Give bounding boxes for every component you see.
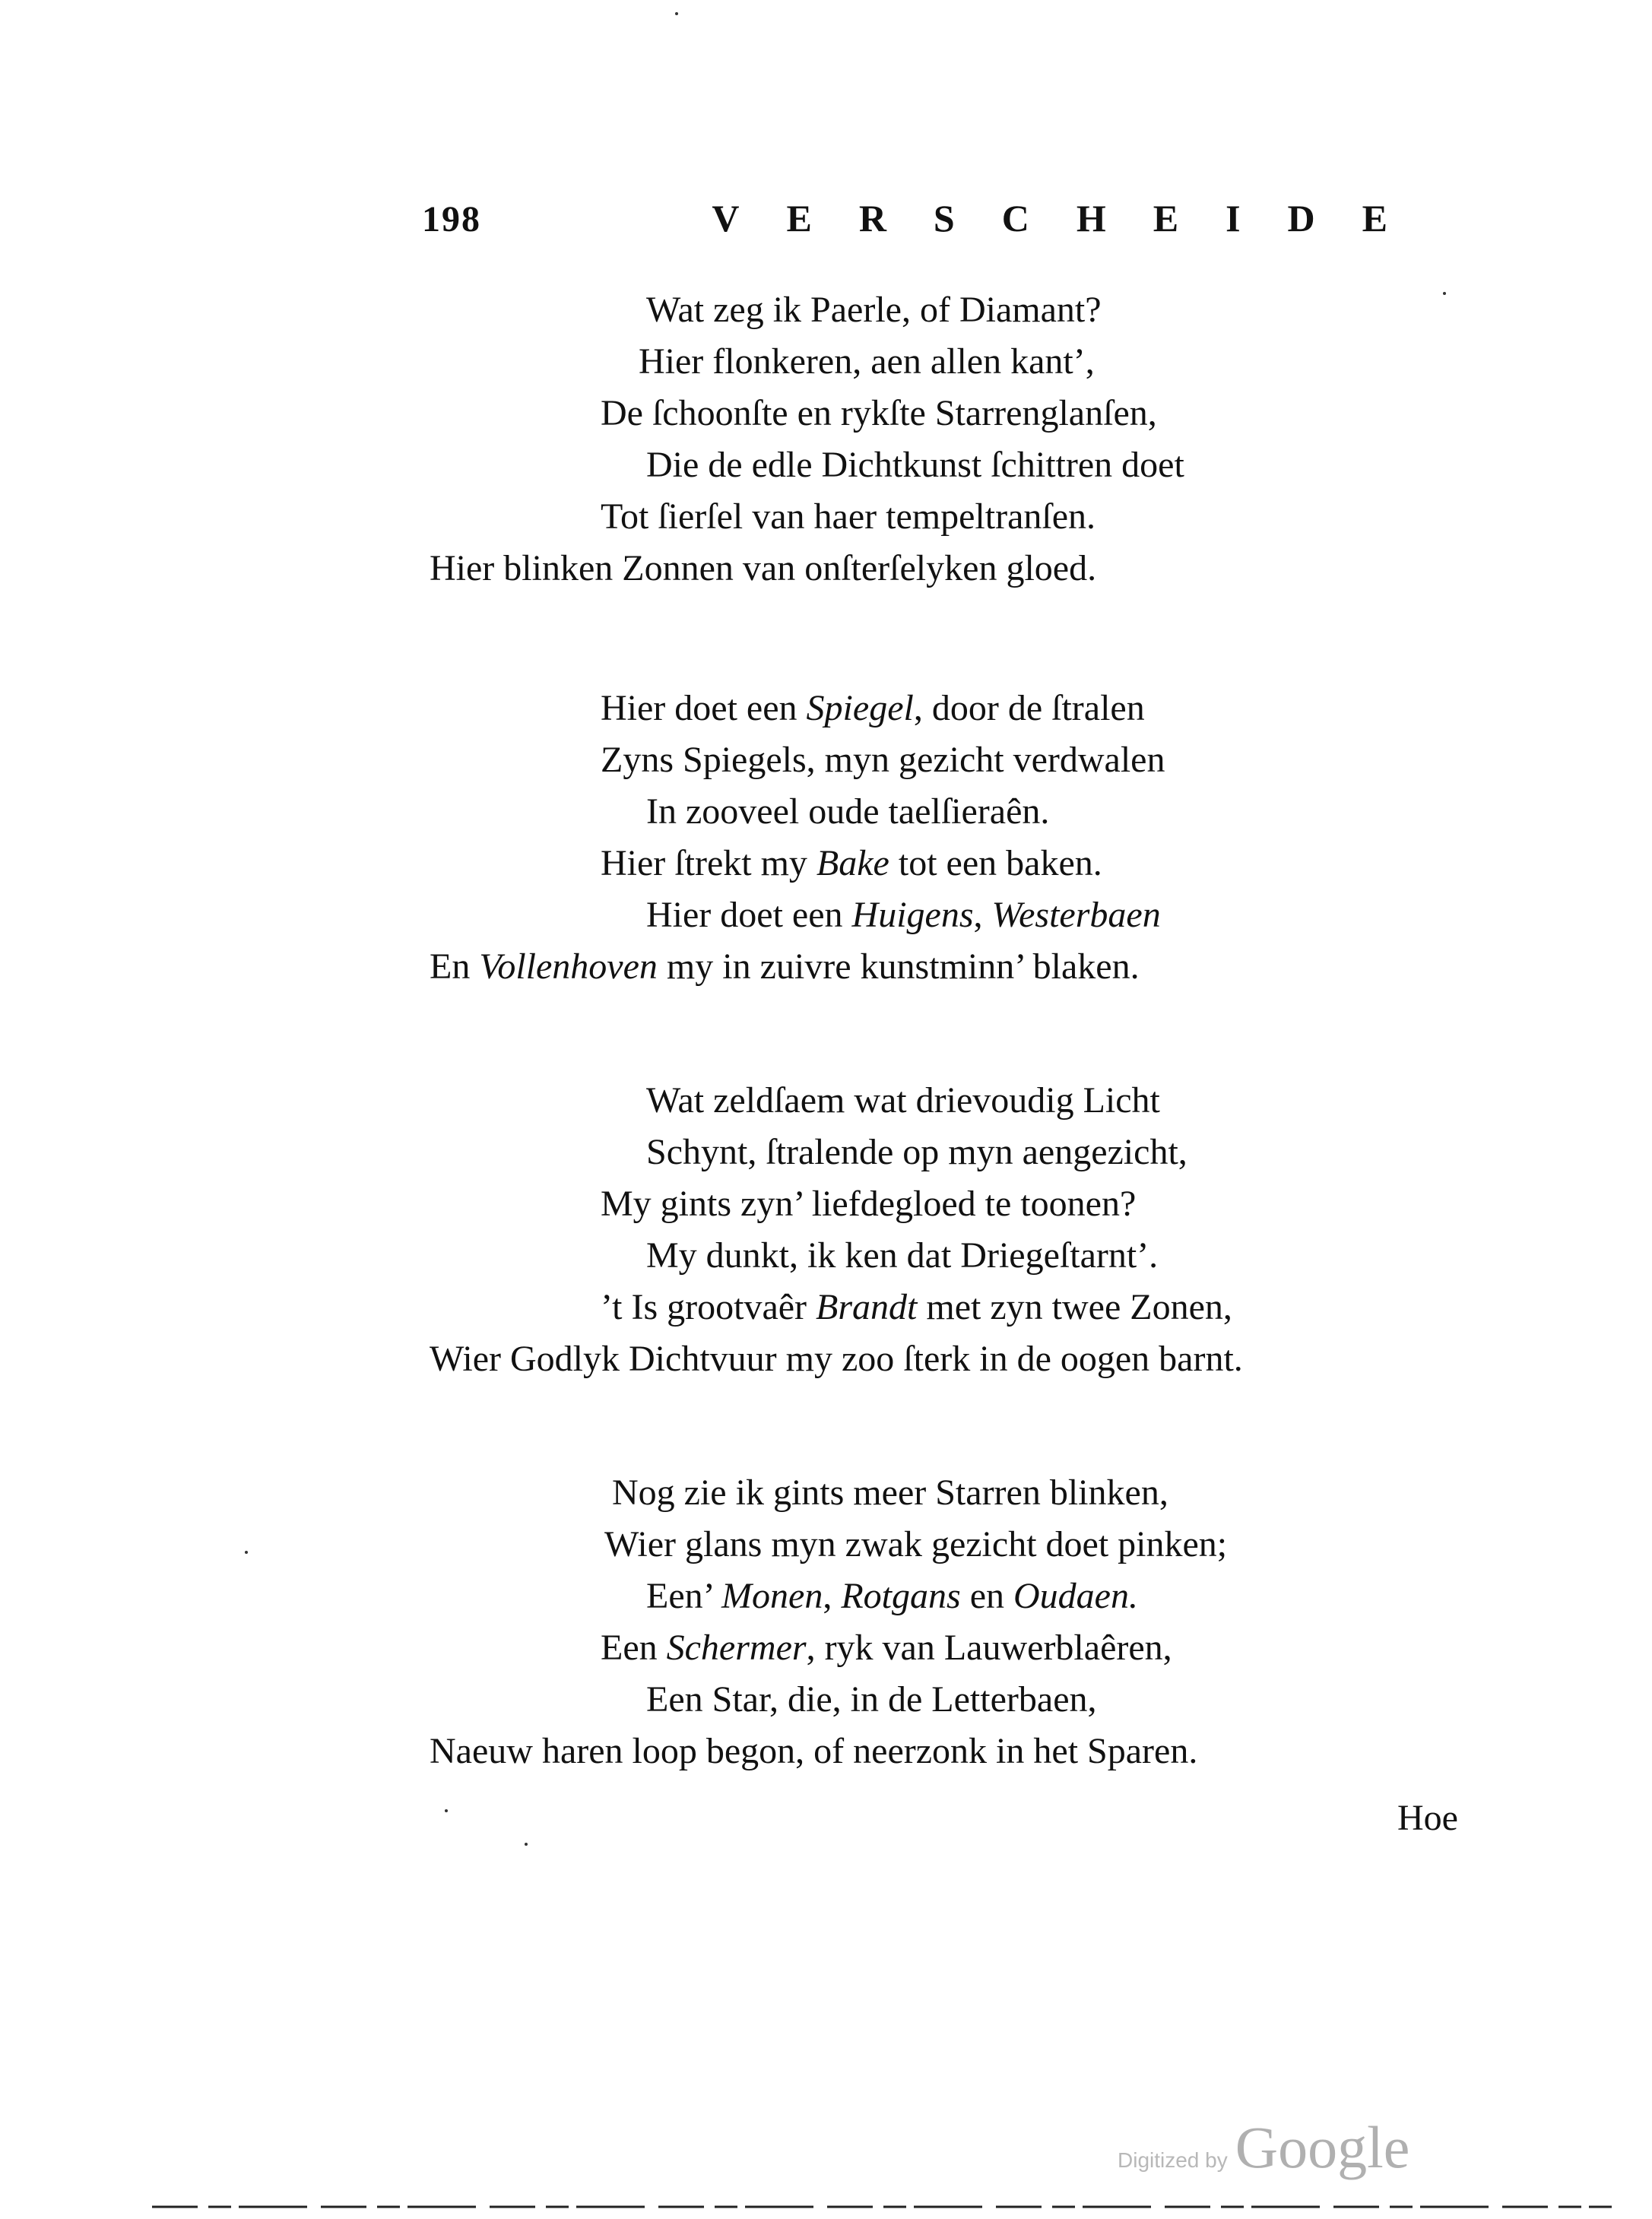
verse-text: met zyn twee Zonen, xyxy=(917,1287,1232,1327)
verse-line xyxy=(601,1181,1136,1227)
verse-text: , xyxy=(823,1576,842,1616)
verse-text: My gints zyn’ liefdegloed te toonen? xyxy=(601,1184,1137,1224)
italic-name: Bake xyxy=(816,843,889,883)
verse-line xyxy=(601,737,1165,783)
running-title: VERSCHEIDE xyxy=(712,197,1435,239)
verse-line xyxy=(646,1677,1097,1723)
ink-speck xyxy=(445,1809,448,1812)
italic-name: Schermer xyxy=(666,1628,807,1668)
verse-text: Wat zeg ik Paerle, of Diamant? xyxy=(646,290,1102,330)
verse-line xyxy=(646,789,1049,835)
verse-line xyxy=(639,339,1095,385)
verse-text: Wier Godlyk Dichtvuur my zoo ſterk in de oogen barnt. xyxy=(430,1339,1243,1379)
ink-speck xyxy=(245,1551,248,1554)
verse-line xyxy=(646,1233,1158,1279)
verse-text: tot een baken. xyxy=(889,843,1102,883)
verse-text: En xyxy=(430,946,480,987)
verse-line xyxy=(601,841,1102,886)
digitized-by-text: Digitized by xyxy=(1118,2148,1228,2172)
verse-line xyxy=(601,391,1157,436)
ink-speck xyxy=(675,12,678,15)
italic-name: Monen xyxy=(721,1576,823,1616)
verse-text: Hier flonkeren, aen allen kant’, xyxy=(639,341,1095,382)
italic-name: Vollenhoven xyxy=(479,946,658,987)
verse-line xyxy=(430,944,1140,990)
verse-text: , door de ſtralen xyxy=(913,688,1145,728)
verse-line xyxy=(601,494,1096,540)
verse-text: Hier blinken Zonnen van onſterſelyken gloed. xyxy=(430,548,1097,588)
verse-line xyxy=(604,1522,1227,1568)
verse-line xyxy=(646,1078,1160,1124)
verse-text: My dunkt, ik ken dat Driegeſtarnt’. xyxy=(646,1235,1159,1276)
verse-text: Nog zie ik gints meer Starren blinken, xyxy=(612,1472,1168,1513)
verse-line xyxy=(646,287,1102,333)
verse-line xyxy=(612,1470,1168,1516)
verse-text: Wier glans myn zwak gezicht doet pinken; xyxy=(604,1524,1228,1564)
verse-text: Een xyxy=(601,1628,667,1668)
verse-text: Hier doet een xyxy=(646,895,852,935)
italic-name: Brandt xyxy=(816,1287,918,1327)
verse-line xyxy=(646,892,1161,938)
verse-text: Hier ſtrekt my xyxy=(601,843,816,883)
verse-line xyxy=(646,1574,1138,1619)
catchword: Hoe xyxy=(1397,1798,1458,1838)
verse-text: my in zuivre kunstminn’ blaken. xyxy=(657,946,1140,987)
verse-line xyxy=(430,1336,1243,1382)
verse-line xyxy=(601,1285,1232,1330)
ink-speck xyxy=(525,1843,528,1846)
italic-name: Huigens xyxy=(851,895,974,935)
page-number: 198 xyxy=(422,199,481,239)
verse-text: Hier doet een xyxy=(601,688,807,728)
verse-text: Tot ſierſel van haer tempeltranſen. xyxy=(601,496,1096,537)
verse-line xyxy=(430,1729,1197,1774)
verse-text: , xyxy=(973,895,992,935)
verse-text: en xyxy=(960,1576,1013,1616)
italic-name: Westerbaen xyxy=(991,895,1161,935)
italic-name: Spiegel xyxy=(806,688,914,728)
ink-speck xyxy=(1443,292,1446,295)
verse-text: ’t Is grootvaêr xyxy=(601,1287,816,1327)
verse-text: , ryk van Lauwerblaêren, xyxy=(806,1628,1172,1668)
verse-text: Schynt, ſtralende op myn aengezicht, xyxy=(646,1132,1187,1172)
verse-text: Die de edle Dichtkunst ſchittren doet xyxy=(646,445,1184,485)
verse-text: Een Star, die, in de Letterbaen, xyxy=(646,1679,1097,1720)
verse-text: De ſchoonſte en rykſte Starrenglanſen, xyxy=(601,393,1157,433)
italic-name: Oudaen. xyxy=(1013,1576,1138,1616)
verse-text: Zyns Spiegels, myn gezicht verdwalen xyxy=(601,740,1165,780)
page-header xyxy=(422,196,1435,257)
verse-text: In zooveel oude taelſieraên. xyxy=(646,791,1050,832)
italic-name: Rotgans xyxy=(841,1576,961,1616)
google-logo: Google xyxy=(1235,2114,1410,2180)
page-bottom-edge xyxy=(152,2205,1612,2209)
verse-text: Wat zeldſaem wat drievoudig Licht xyxy=(646,1080,1160,1121)
verse-line xyxy=(646,442,1184,488)
verse-text: Een’ xyxy=(646,1576,722,1616)
verse-line xyxy=(646,1130,1187,1175)
verse-line xyxy=(601,686,1145,731)
verse-line xyxy=(601,1625,1172,1671)
verse-text: Naeuw haren loop begon, of neerzonk in het Sparen. xyxy=(430,1731,1198,1771)
digitized-watermark xyxy=(1118,2113,1409,2182)
verse-line xyxy=(430,546,1096,591)
